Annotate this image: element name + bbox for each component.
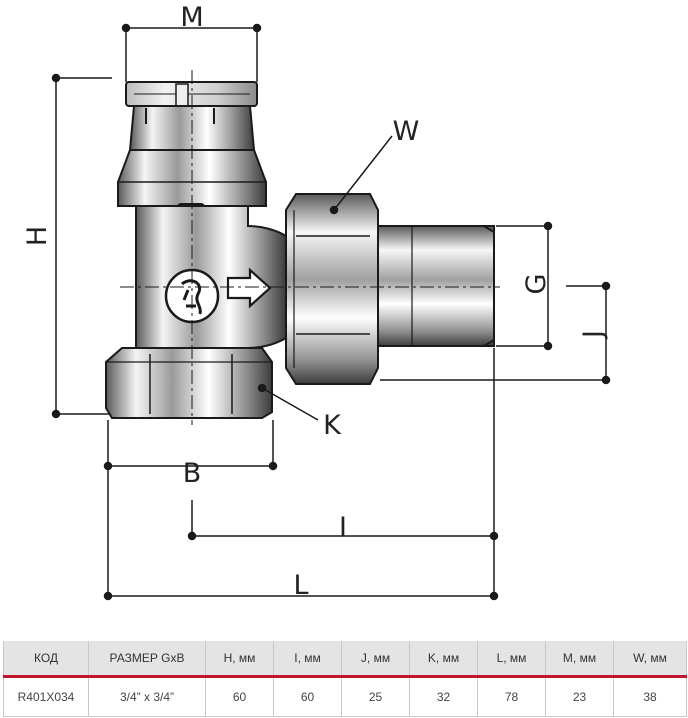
dim-label-w: W — [392, 116, 420, 147]
table-cell: R401X034 — [4, 677, 89, 717]
column-header: КОД — [4, 641, 89, 677]
column-header: L, мм — [478, 641, 546, 677]
table-cell: 25 — [342, 677, 410, 717]
dim-label-k: K — [323, 410, 341, 441]
spec-table-header-row — [4, 641, 687, 677]
column-header: J, мм — [342, 641, 410, 677]
table-cell: 38 — [614, 677, 687, 717]
table-row — [4, 677, 687, 717]
table-cell: 3/4” x 3/4” — [89, 677, 206, 717]
column-header: W, мм — [614, 641, 687, 677]
column-header: M, мм — [546, 641, 614, 677]
column-header: K, мм — [410, 641, 478, 677]
table-cell: 60 — [274, 677, 342, 717]
dim-label-h: H — [22, 225, 53, 247]
dim-label-j: J — [578, 330, 609, 338]
table-cell: 78 — [478, 677, 546, 717]
column-header: РАЗМЕР GxB — [89, 641, 206, 677]
dim-label-i: I — [339, 512, 347, 543]
dim-label-l: L — [293, 570, 309, 601]
table-cell: 60 — [206, 677, 274, 717]
spec-table — [3, 641, 687, 717]
column-header: H, мм — [206, 641, 274, 677]
dim-label-m: M — [180, 2, 204, 33]
column-header: I, мм — [274, 641, 342, 677]
dim-label-b: B — [182, 458, 202, 489]
table-cell: 32 — [410, 677, 478, 717]
valve-body — [106, 82, 494, 418]
dim-label-g: G — [521, 273, 552, 295]
table-cell: 23 — [546, 677, 614, 717]
